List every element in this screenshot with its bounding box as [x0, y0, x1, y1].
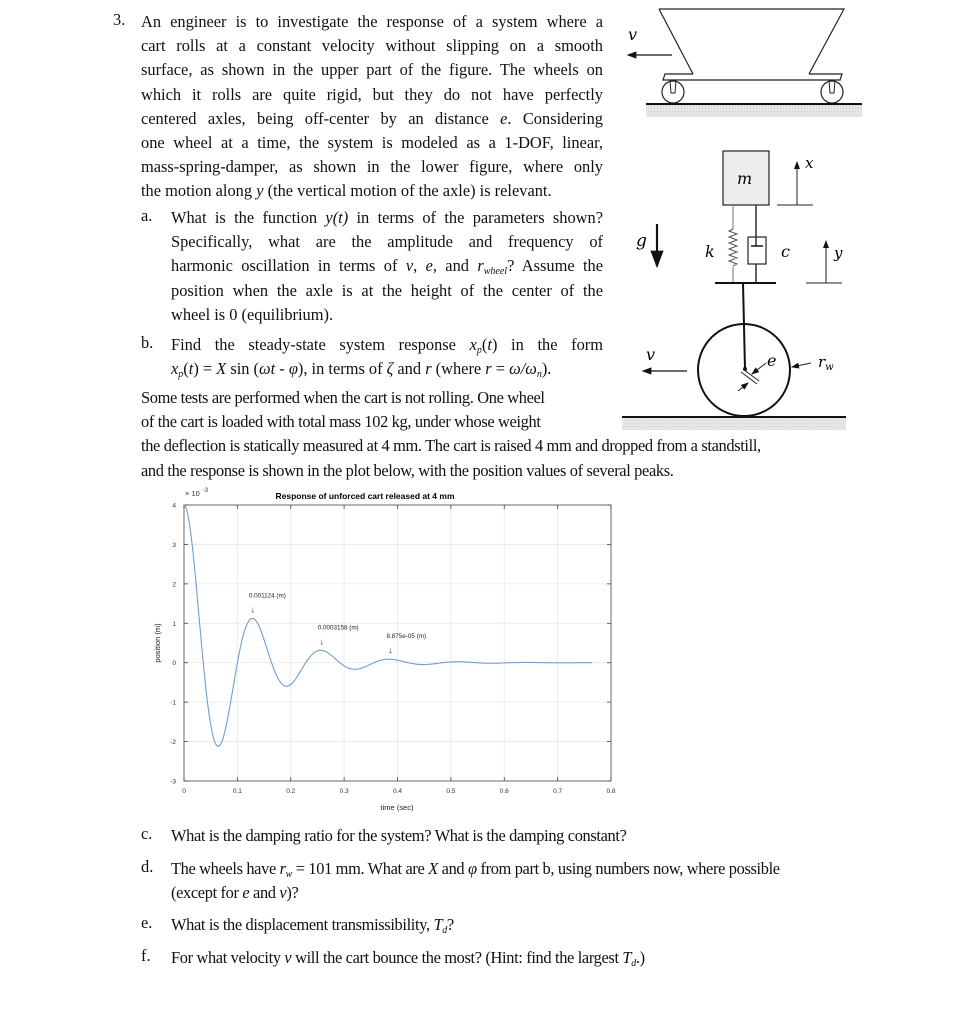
part-d-line: (except for e and v)?: [171, 883, 299, 903]
wheel-ground-hatch: [622, 418, 846, 430]
y-tick-label: 2: [172, 581, 176, 589]
y-tick-label: -2: [170, 739, 176, 747]
part-c: [171, 824, 871, 848]
radius-label: $r_w$: [818, 353, 834, 373]
system-figure: [0, 0, 980, 440]
chart-grid: [184, 505, 611, 781]
part-e-label: e.: [141, 913, 153, 932]
wheel-diagram: [622, 283, 846, 430]
problem-number: 3.: [113, 10, 126, 29]
tests-line: Some tests are performed when the cart is not rolling. One wheel: [141, 388, 545, 407]
cart-wheel-left: [662, 81, 684, 103]
spring: [729, 229, 737, 266]
eccentricity-label: e: [767, 351, 777, 370]
intro-line: one wheel at a time, the system is modeled as a 1-DOF, linear,: [141, 133, 603, 153]
part-d: [171, 857, 871, 905]
x-tick-label: 0.8: [606, 788, 616, 795]
y-tick-label: -3: [170, 778, 176, 786]
x-tick-label: 0.1: [232, 788, 242, 795]
cart-body: [659, 9, 844, 74]
y-label: y: [834, 244, 843, 262]
ground-hatch: [646, 105, 862, 117]
var-y: y: [256, 181, 264, 201]
intro-text: centered axles, being off-center by an distance: [141, 108, 501, 128]
response-chart: [0, 480, 660, 820]
part-e: [171, 913, 871, 937]
x-tick-label: 0.6: [499, 788, 509, 795]
x-tick-label: 0.3: [339, 788, 349, 795]
x-tick-label: 0: [182, 788, 186, 795]
intro-text: the motion along: [141, 181, 257, 201]
part-b-label: b.: [141, 333, 154, 352]
damper-label: c: [781, 242, 790, 261]
peak-value-label: 0.001124 (m): [248, 592, 286, 600]
x-axis-label: time (sec): [380, 803, 414, 812]
response-curve: [184, 505, 592, 746]
x-label: x: [805, 154, 814, 172]
x-tick-label: 0.4: [392, 788, 403, 795]
y-tick-labels: [170, 503, 176, 786]
gravity-label: g: [636, 231, 647, 251]
var-e: e: [500, 108, 508, 128]
damper: [748, 237, 766, 264]
spring-label: k: [705, 242, 715, 261]
mass-label: m: [737, 169, 753, 188]
cart-wheel-right: [821, 81, 843, 103]
x-tick-labels: [182, 788, 616, 795]
x-tick-label: 0.7: [553, 788, 563, 795]
y-tick-label: 4: [172, 502, 176, 510]
peak-value-label: 8.875e-05 (m): [386, 633, 427, 641]
part-a-line: Specifically, what are the amplitude and frequency of: [171, 232, 603, 252]
part-d-label: d.: [141, 857, 154, 876]
part-a-line: wheel is 0 (equilibrium).: [171, 304, 334, 324]
peak-annotations: [249, 592, 426, 655]
wheel-velocity-label: v: [646, 345, 656, 364]
y-exponent: × 10 $^{-3}$: [185, 488, 209, 498]
tests-line: and the response is shown in the plot below, with the position values of several peaks.: [141, 460, 674, 480]
cart-diagram: [628, 9, 862, 117]
part-d-line: The wheels have $r_w = 101$ mm. What are X and φ from part b, using numbers now, where possible: [171, 859, 780, 880]
intro-text: . Considering: [507, 108, 603, 128]
y-tick-label: 0: [172, 660, 176, 668]
tests-line: the deflection is statically measured at 4 mm. The cart is raised 4 mm and dropped from a standstill,: [141, 436, 761, 456]
radius-arrow: [792, 363, 811, 367]
part-a-line: position when the axle is at the height of the center of the: [171, 280, 603, 300]
part-c-line: What is the damping ratio for the system? What is the damping constant?: [171, 826, 627, 845]
part-b-line: $x_p(t) = X$ sin (ωt - φ), in terms of ζ and r (where $r = \omega/\omega_n$).: [171, 359, 552, 381]
intro-line: which it rolls are quite rigid, but they do not have perfectly: [141, 84, 603, 104]
y-tick-label: 1: [172, 620, 176, 628]
y-tick-label: -1: [170, 699, 176, 707]
part-b-line: Find the steady-state system response $x_p(t)$ in the form: [171, 335, 603, 356]
chart-title: Response of unforced cart released at 4 mm: [275, 491, 455, 501]
intro-text: (the vertical motion of the axle) is relevant.: [263, 181, 552, 201]
y-tick-label: 3: [172, 541, 176, 549]
cart-velocity-label: v: [628, 25, 638, 44]
tests-line: of the cart is loaded with total mass 102 kg, under whose weight: [141, 412, 541, 432]
peak-arrow-icon: ↓: [388, 645, 393, 656]
part-f: [171, 946, 871, 970]
part-a-label: a.: [141, 206, 153, 225]
msd-model: [636, 151, 843, 283]
intro-line: surface, as shown in the upper part of the figure. The wheels on: [141, 60, 603, 80]
peak-value-label: 0.0003158 (m): [317, 624, 359, 632]
part-c-label: c.: [141, 824, 153, 843]
axle-rod: [743, 283, 745, 369]
x-tick-label: 0.2: [286, 788, 296, 795]
part-a-line: What is the function y(t) in terms of the parameters shown?: [171, 208, 603, 227]
intro-line: An engineer is to investigate the response of a system where a: [141, 12, 603, 31]
intro-line: cart rolls at a constant velocity without slipping on a smooth: [141, 36, 603, 56]
x-tick-label: 0.5: [446, 788, 456, 795]
part-e-line: What is the displacement transmissibility, $T_d$?: [171, 915, 454, 936]
y-axis-label: position (m): [153, 623, 162, 663]
intro-line: mass-spring-damper, as shown in the lower figure, where only: [141, 157, 603, 177]
part-f-label: f.: [141, 946, 151, 965]
part-a-line: harmonic oscillation in terms of v, e, and $r_{wheel}$? Assume the: [171, 256, 603, 278]
peak-arrow-icon: ↓: [250, 604, 256, 615]
part-f-line: For what velocity v will the cart bounce the most? (Hint: find the largest $T_d$.): [171, 948, 645, 969]
peak-arrow-icon: ↓: [319, 636, 324, 647]
